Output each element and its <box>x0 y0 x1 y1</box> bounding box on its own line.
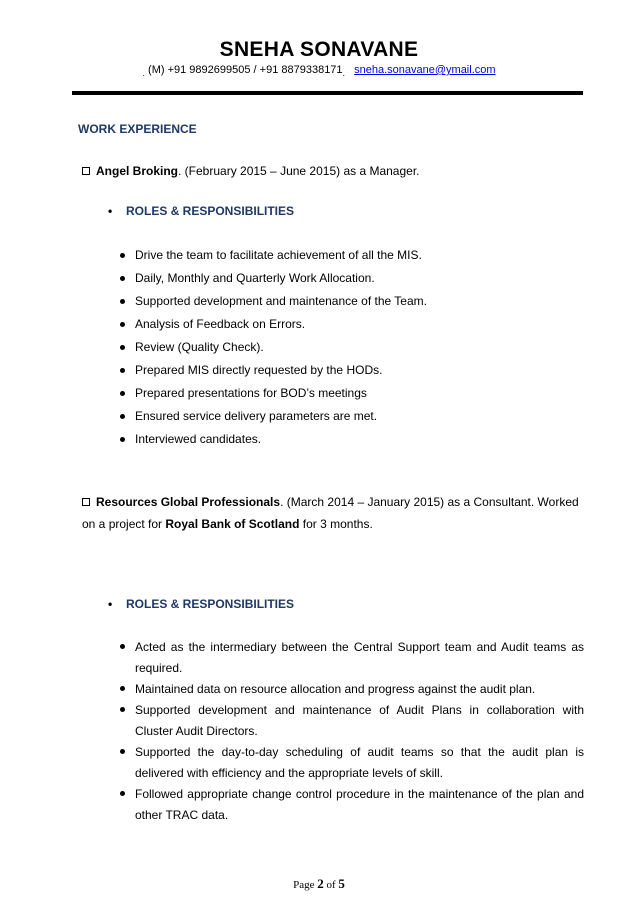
list-item: Maintained data on resource allocation and progress against the audit plan. <box>118 679 584 700</box>
contact-dot: . <box>342 68 346 78</box>
header-divider <box>72 91 583 95</box>
email-link[interactable]: sneha.sonavane@ymail.com <box>354 64 496 76</box>
page-current: 2 <box>317 876 324 891</box>
job-details: . (March 2014 – January 2015) as a Consultant. Worked <box>280 495 579 509</box>
list-item: Analysis of Feedback on Errors. <box>118 315 584 338</box>
job-details: . (February 2015 – June 2015) as a Manager. <box>178 164 420 178</box>
bullet-icon: • <box>108 597 113 611</box>
list-item: Prepared presentations for BOD’s meetings <box>118 384 584 407</box>
page-total: 5 <box>338 876 345 891</box>
responsibilities-list <box>118 637 584 826</box>
list-item: Supported development and maintenance of Audit Plans in collaboration with Cluster Audit Directors. <box>118 700 584 742</box>
square-bullet-icon <box>82 167 90 175</box>
list-item: Daily, Monthly and Quarterly Work Allocation. <box>118 269 584 292</box>
company-name: Resources Global Professionals <box>96 495 281 509</box>
square-bullet-icon <box>82 498 90 506</box>
roles-title: ROLES & RESPONSIBILITIES <box>126 597 295 611</box>
client-name: Royal Bank of Scotland <box>165 517 300 531</box>
company-name: Angel Broking <box>96 164 179 178</box>
list-item: Interviewed candidates. <box>118 430 584 453</box>
roles-heading <box>108 204 294 218</box>
page-footer: Page 2 of 5 <box>293 876 345 891</box>
bullet-icon: • <box>108 204 113 218</box>
section-title-work-experience: WORK EXPERIENCE <box>78 122 197 136</box>
candidate-name: SNEHA SONAVANE <box>219 38 419 61</box>
phone-numbers: (M) +91 9892699505 / +91 8879338171 <box>148 64 343 76</box>
roles-heading <box>108 597 294 611</box>
job-entry <box>78 160 584 182</box>
job-details-continuation: on a project for Royal Bank of Scotland for 3 months. <box>82 517 373 531</box>
responsibilities-list <box>118 246 584 453</box>
roles-title: ROLES & RESPONSIBILITIES <box>126 204 295 218</box>
list-item: Acted as the intermediary between the Central Support team and Audit teams as required. <box>118 637 584 679</box>
list-item: Supported development and maintenance of the Team. <box>118 292 584 315</box>
list-item: Drive the team to facilitate achievement of all the MIS. <box>118 246 584 269</box>
contact-line <box>0 64 638 76</box>
list-item: Followed appropriate change control procedure in the maintenance of the plan and other TRAC data. <box>118 784 584 826</box>
list-item: Prepared MIS directly requested by the HODs. <box>118 361 584 384</box>
job-entry <box>78 491 584 535</box>
list-item: Ensured service delivery parameters are met. <box>118 407 584 430</box>
list-item: Supported the day-to-day scheduling of audit teams so that the audit plan is delivered with efficiency and the appropriate levels of skill. <box>118 742 584 784</box>
contact-dot: . <box>142 68 145 78</box>
list-item: Review (Quality Check). <box>118 338 584 361</box>
